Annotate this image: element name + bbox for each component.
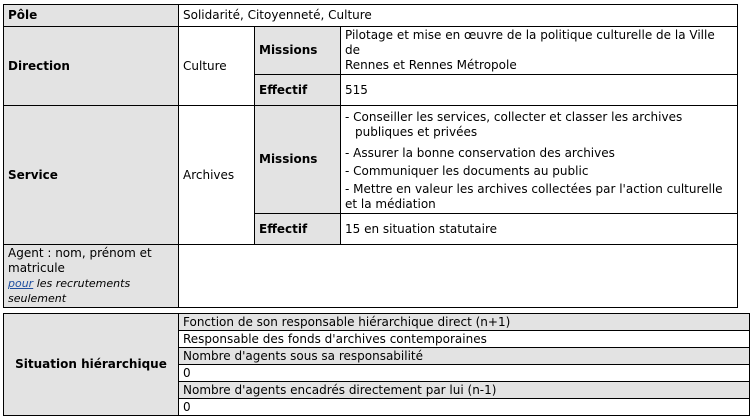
agent-note-text: les recrutements <box>33 277 131 290</box>
situation-label: Situation hiérarchique <box>4 314 179 416</box>
service-label: Service <box>4 106 179 245</box>
agent-label-line: Agent : nom, prénom et <box>8 246 152 260</box>
direction-value: Culture <box>179 27 255 106</box>
hierarchical-situation-table <box>3 313 750 416</box>
agent-value[interactable] <box>179 245 738 308</box>
mission-text: - Communiquer les documents au public <box>345 164 589 178</box>
service-missions-label: Missions <box>255 106 341 214</box>
mission-item <box>345 182 733 212</box>
situation-row: 0 <box>179 399 750 416</box>
mission-continuation: et la médiation <box>345 197 436 211</box>
direction-missions-line: Rennes et Rennes Métropole <box>345 58 517 72</box>
direction-effectif-label: Effectif <box>255 75 341 106</box>
direction-label: Direction <box>4 27 179 106</box>
service-missions-list <box>341 106 738 214</box>
service-value: Archives <box>179 106 255 245</box>
mission-text: - Conseiller les services, collecter et classer les archives <box>345 110 683 124</box>
direction-effectif-value: 515 <box>341 75 738 106</box>
mission-item <box>345 110 733 140</box>
situation-row: Fonction de son responsable hiérarchique direct (n+1) <box>179 314 750 331</box>
direction-missions-line: Pilotage et mise en œuvre de la politique culturelle de la Ville de <box>345 28 715 57</box>
agent-note-pour: pour <box>8 277 34 290</box>
direction-missions-value <box>341 27 738 75</box>
service-effectif-value: 15 en situation statutaire <box>341 214 738 245</box>
pole-label: Pôle <box>4 5 179 27</box>
mission-text: - Assurer la bonne conservation des archives <box>345 146 615 160</box>
mission-continuation: publiques et privées <box>355 125 478 139</box>
situation-row: Nombre d'agents encadrés directement par lui (n-1) <box>179 382 750 399</box>
service-effectif-label: Effectif <box>255 214 341 245</box>
job-description-table <box>3 4 738 308</box>
direction-missions-label: Missions <box>255 27 341 75</box>
situation-row: Responsable des fonds d'archives contemporaines <box>179 331 750 348</box>
mission-text: - Mettre en valeur les archives collectées par l'action culturelle <box>345 182 723 196</box>
agent-note-line: seulement <box>8 292 67 305</box>
situation-row: 0 <box>179 365 750 382</box>
agent-label <box>4 245 179 308</box>
agent-label-line: matricule <box>8 261 65 275</box>
mission-item <box>345 164 733 179</box>
pole-value: Solidarité, Citoyenneté, Culture <box>179 5 738 27</box>
agent-note <box>8 276 174 291</box>
situation-row: Nombre d'agents sous sa responsabilité <box>179 348 750 365</box>
mission-item <box>345 146 733 161</box>
